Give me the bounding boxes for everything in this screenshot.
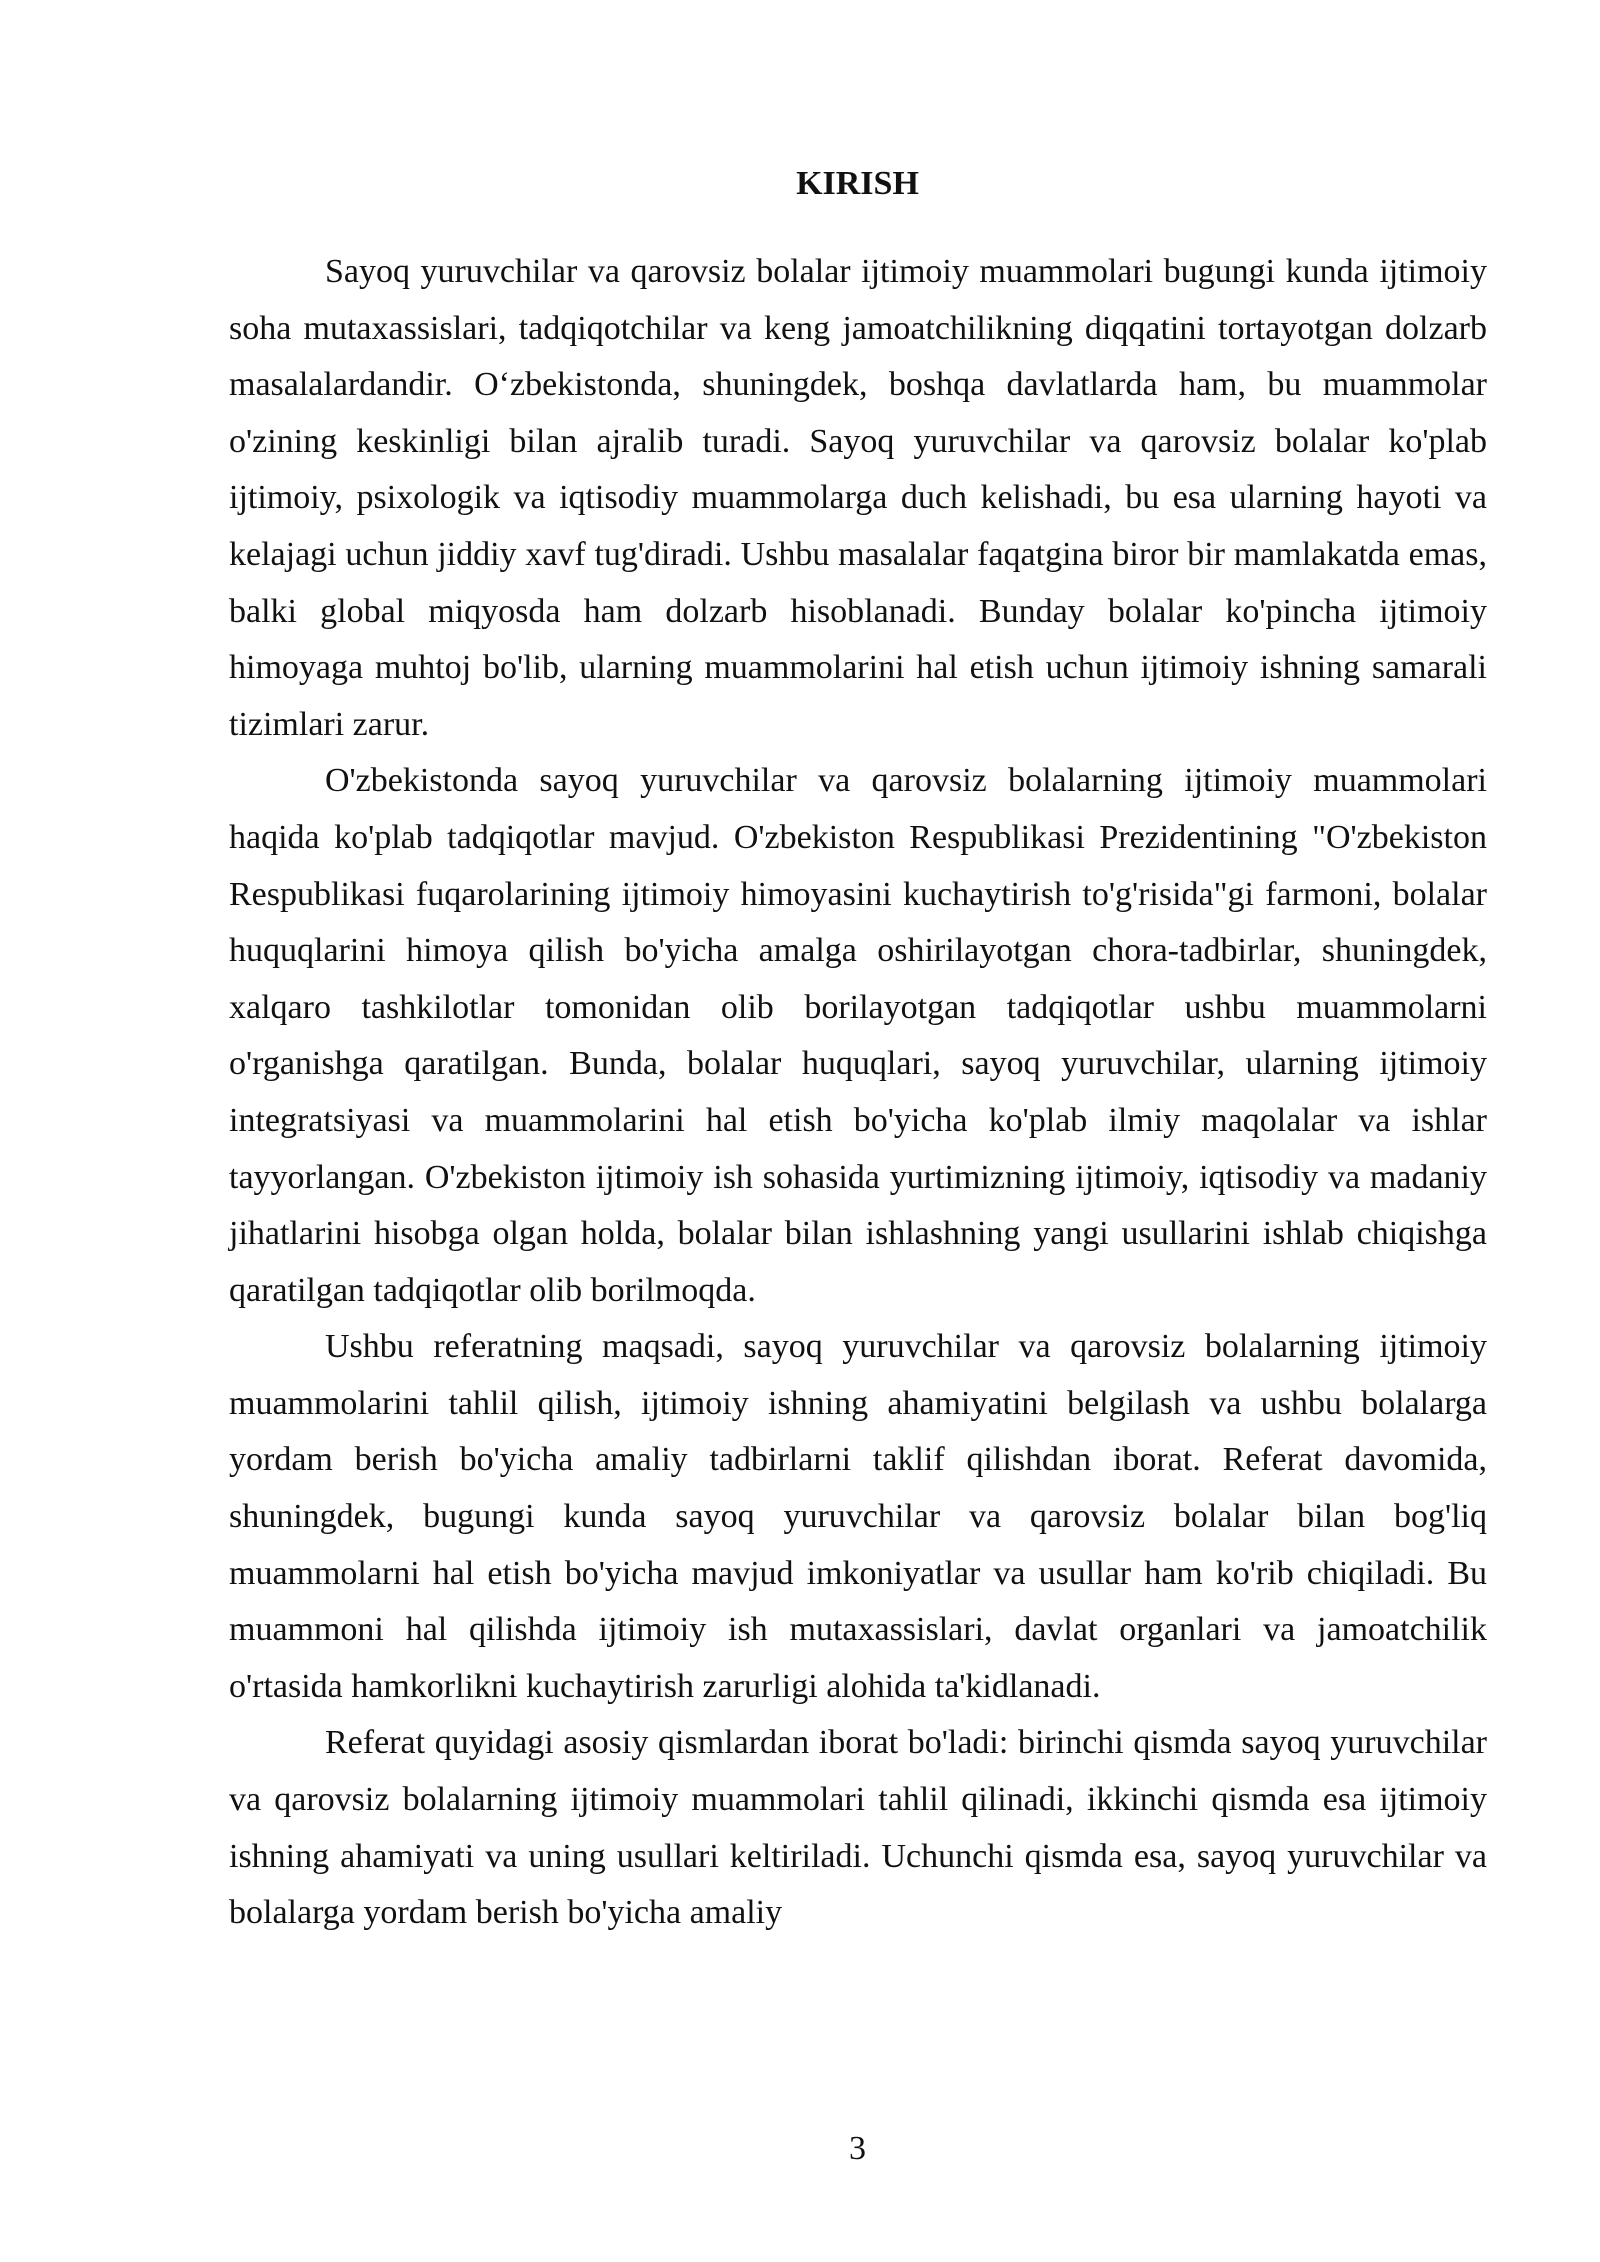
paragraph-1: Sayoq yuruvchilar va qarovsiz bolalar ijtimoiy muammolari bugungi kunda ijtimoiy soha mutaxassislari, tadqiqotchilar va keng jamoatchilikning diqqatini tortayotgan dolzarb masalalardandir. O‘zbekistonda, shuningdek, boshqa davlatlarda ham, bu muammolar o'zining keskinligi bilan ajralib turadi. Sayoq yuruvchilar va qarovsiz bolalar ko'plab ijtimoiy, psixologik va iqtisodiy muammolarga duch kelishadi, bu esa ularning hayoti va kelajagi uchun jiddiy xavf tug'diradi. Ushbu masalalar faqatgina biror bir mamlakatda emas, balki global miqyosda ham dolzarb hisoblanadi. Bunday bolalar ko'pincha ijtimoiy himoyaga muhtoj bo'lib, ularning muammolarini hal etish uchun ijtimoiy ishning samarali tizimlari zarur. xyxy=(229,253,1487,743)
paragraph-2: O'zbekistonda sayoq yuruvchilar va qarovsiz bolalarning ijtimoiy muammolari haqida ko'plab tadqiqotlar mavjud. O'zbekiston Respublikasi Prezidentining "O'zbekiston Respublikasi fuqarolarining ijtimoiy himoyasini kuchaytirish to'g'risida"gi farmoni, bolalar huquqlarini himoya qilish bo'yicha amalga oshirilayotgan chora-tadbirlar, shuningdek, xalqaro tashkilotlar tomonidan olib borilayotgan tadqiqotlar ushbu muammolarni o'rganishga qaratilgan. Bunda, bolalar huquqlari, sayoq yuruvchilar, ularning ijtimoiy integratsiyasi va muammolarini hal etish bo'yicha ko'plab ilmiy maqolalar va ishlar tayyorlangan. O'zbekiston ijtimoiy ish sohasida yurtimizning ijtimoiy, iqtisodiy va madaniy jihatlarini hisobga olgan holda, bolalar bilan ishlashning yangi usullarini ishlab chiqishga qaratilgan tadqiqotlar olib borilmoqda. xyxy=(229,762,1487,1309)
body-text xyxy=(229,244,1487,1942)
page-title: KIRISH xyxy=(796,165,919,202)
page-number: 3 xyxy=(849,2130,866,2167)
paragraph-4: Referat quyidagi asosiy qismlardan iborat bo'ladi: birinchi qismda sayoq yuruvchilar va qarovsiz bolalarning ijtimoiy muammolari tahlil qilinadi, ikkinchi qismda esa ijtimoiy ishning ahamiyati va uning usullari keltiriladi. Uchunchi qismda esa, sayoq yuruvchilar va bolalarga yordam berish bo'yicha amaliy xyxy=(229,1724,1487,1932)
paragraph-3: Ushbu referatning maqsadi, sayoq yuruvchilar va qarovsiz bolalarning ijtimoiy muammolarini tahlil qilish, ijtimoiy ishning ahamiyatini belgilash va ushbu bolalarga yordam berish bo'yicha amaliy tadbirlarni taklif qilishdan iborat. Referat davomida, shuningdek, bugungi kunda sayoq yuruvchilar va qarovsiz bolalar bilan bog'liq muammolarni hal etish bo'yicha mavjud imkoniyatlar va usullar ham ko'rib chiqiladi. Bu muammoni hal qilishda ijtimoiy ish mutaxassislari, davlat organlari va jamoatchilik o'rtasida hamkorlikni kuchaytirish zarurligi alohida ta'kidlanadi. xyxy=(229,1328,1487,1705)
